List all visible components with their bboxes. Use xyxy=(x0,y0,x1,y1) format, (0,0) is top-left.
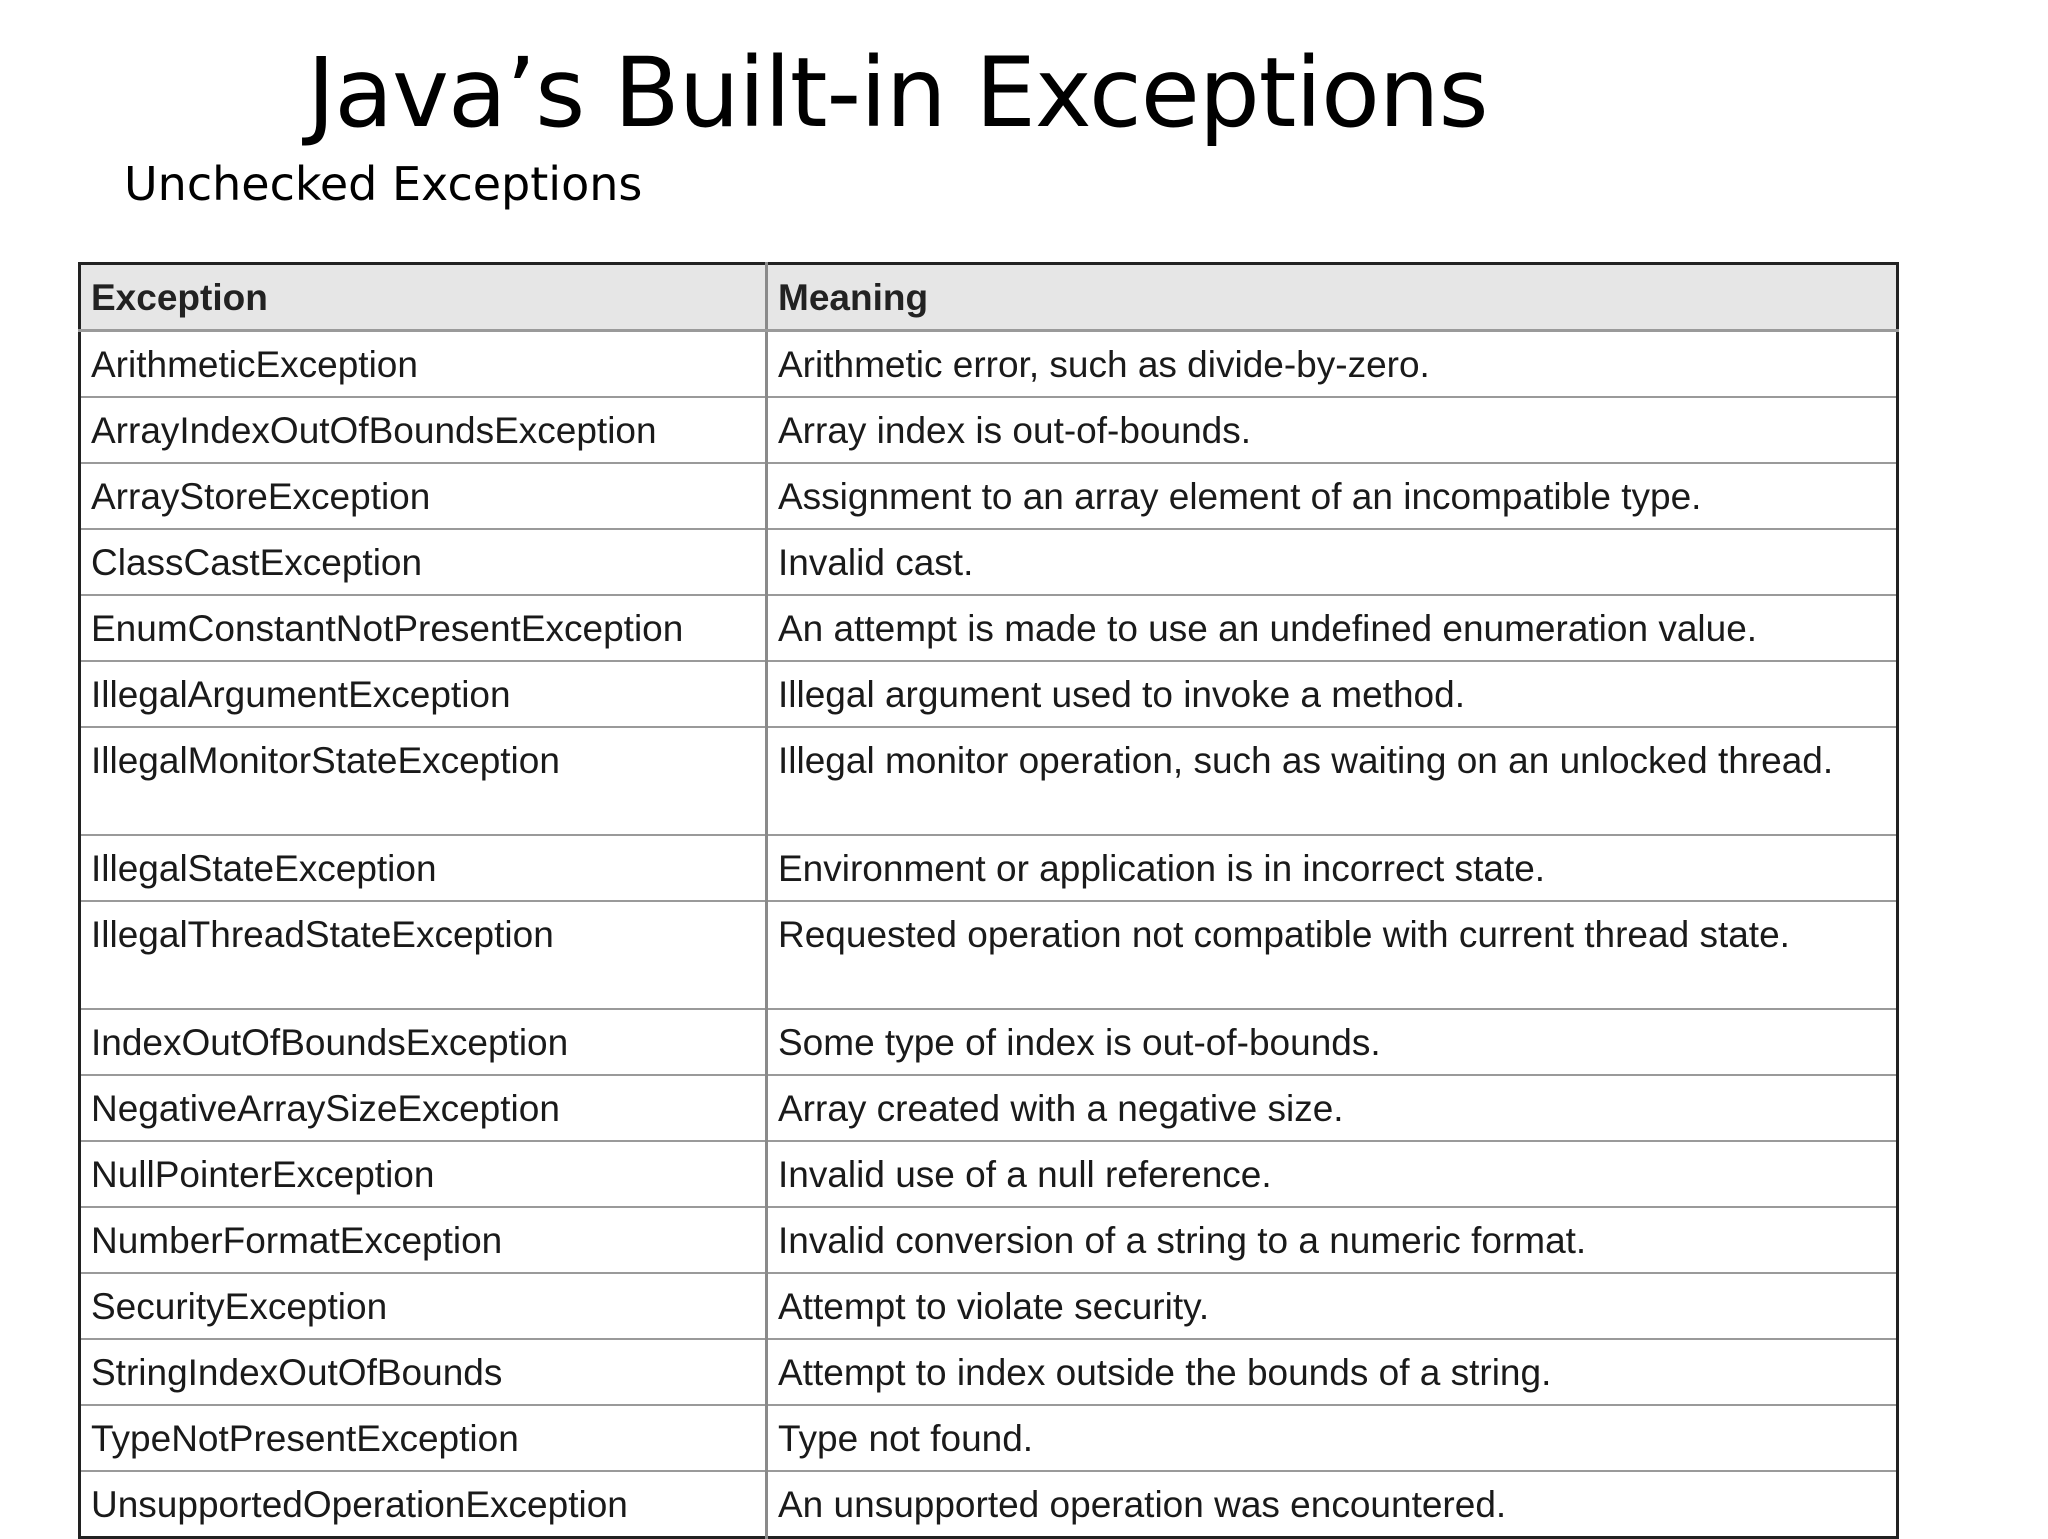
slide-subtitle: Unchecked Exceptions xyxy=(124,157,643,211)
exception-name: IllegalThreadStateException xyxy=(80,901,767,1009)
table-row xyxy=(80,1471,1898,1538)
exception-meaning: Illegal argument used to invoke a method. xyxy=(767,661,1898,727)
table-row xyxy=(80,1075,1898,1141)
exception-name: EnumConstantNotPresentException xyxy=(80,595,767,661)
exception-meaning: Invalid conversion of a string to a numeric format. xyxy=(767,1207,1898,1273)
exception-meaning: Some type of index is out-of-bounds. xyxy=(767,1009,1898,1075)
table-row xyxy=(80,529,1898,595)
table-row xyxy=(80,1339,1898,1405)
table-row xyxy=(80,1141,1898,1207)
table-row xyxy=(80,1207,1898,1273)
exception-meaning: Illegal monitor operation, such as waiting on an unlocked thread. xyxy=(767,727,1898,835)
exception-name: IllegalStateException xyxy=(80,835,767,901)
exceptions-table-container xyxy=(78,262,1896,1539)
table-row xyxy=(80,727,1898,835)
exception-meaning: Assignment to an array element of an incompatible type. xyxy=(767,463,1898,529)
exception-name: IllegalMonitorStateException xyxy=(80,727,767,835)
exception-meaning: An unsupported operation was encountered. xyxy=(767,1471,1898,1538)
table-row xyxy=(80,1009,1898,1075)
table-row xyxy=(80,835,1898,901)
exception-meaning: Invalid use of a null reference. xyxy=(767,1141,1898,1207)
table-row xyxy=(80,463,1898,529)
exception-name: TypeNotPresentException xyxy=(80,1405,767,1471)
exception-name: NumberFormatException xyxy=(80,1207,767,1273)
table-row xyxy=(80,331,1898,398)
exception-name: IllegalArgumentException xyxy=(80,661,767,727)
exception-meaning: Requested operation not compatible with current thread state. xyxy=(767,901,1898,1009)
table-row xyxy=(80,397,1898,463)
exception-meaning: Environment or application is in incorrect state. xyxy=(767,835,1898,901)
table-row xyxy=(80,1273,1898,1339)
slide-title: Java’s Built-in Exceptions xyxy=(307,37,1488,149)
table-row xyxy=(80,901,1898,1009)
exception-meaning: Array created with a negative size. xyxy=(767,1075,1898,1141)
table-row xyxy=(80,1405,1898,1471)
exception-meaning: Array index is out-of-bounds. xyxy=(767,397,1898,463)
exception-name: ArithmeticException xyxy=(80,331,767,398)
exception-meaning: Attempt to index outside the bounds of a string. xyxy=(767,1339,1898,1405)
exception-name: SecurityException xyxy=(80,1273,767,1339)
exception-name: NegativeArraySizeException xyxy=(80,1075,767,1141)
exception-meaning: Arithmetic error, such as divide-by-zero. xyxy=(767,331,1898,398)
table-row xyxy=(80,661,1898,727)
exception-name: UnsupportedOperationException xyxy=(80,1471,767,1538)
exception-meaning: Attempt to violate security. xyxy=(767,1273,1898,1339)
exception-name: IndexOutOfBoundsException xyxy=(80,1009,767,1075)
header-meaning: Meaning xyxy=(767,264,1898,331)
header-exception: Exception xyxy=(80,264,767,331)
exception-meaning: Invalid cast. xyxy=(767,529,1898,595)
exception-name: StringIndexOutOfBounds xyxy=(80,1339,767,1405)
exception-name: ArrayIndexOutOfBoundsException xyxy=(80,397,767,463)
table-row xyxy=(80,595,1898,661)
exception-name: NullPointerException xyxy=(80,1141,767,1207)
exceptions-table xyxy=(78,262,1899,1539)
exception-meaning: Type not found. xyxy=(767,1405,1898,1471)
exception-meaning: An attempt is made to use an undefined enumeration value. xyxy=(767,595,1898,661)
table-header-row xyxy=(80,264,1898,331)
exception-name: ArrayStoreException xyxy=(80,463,767,529)
exception-name: ClassCastException xyxy=(80,529,767,595)
